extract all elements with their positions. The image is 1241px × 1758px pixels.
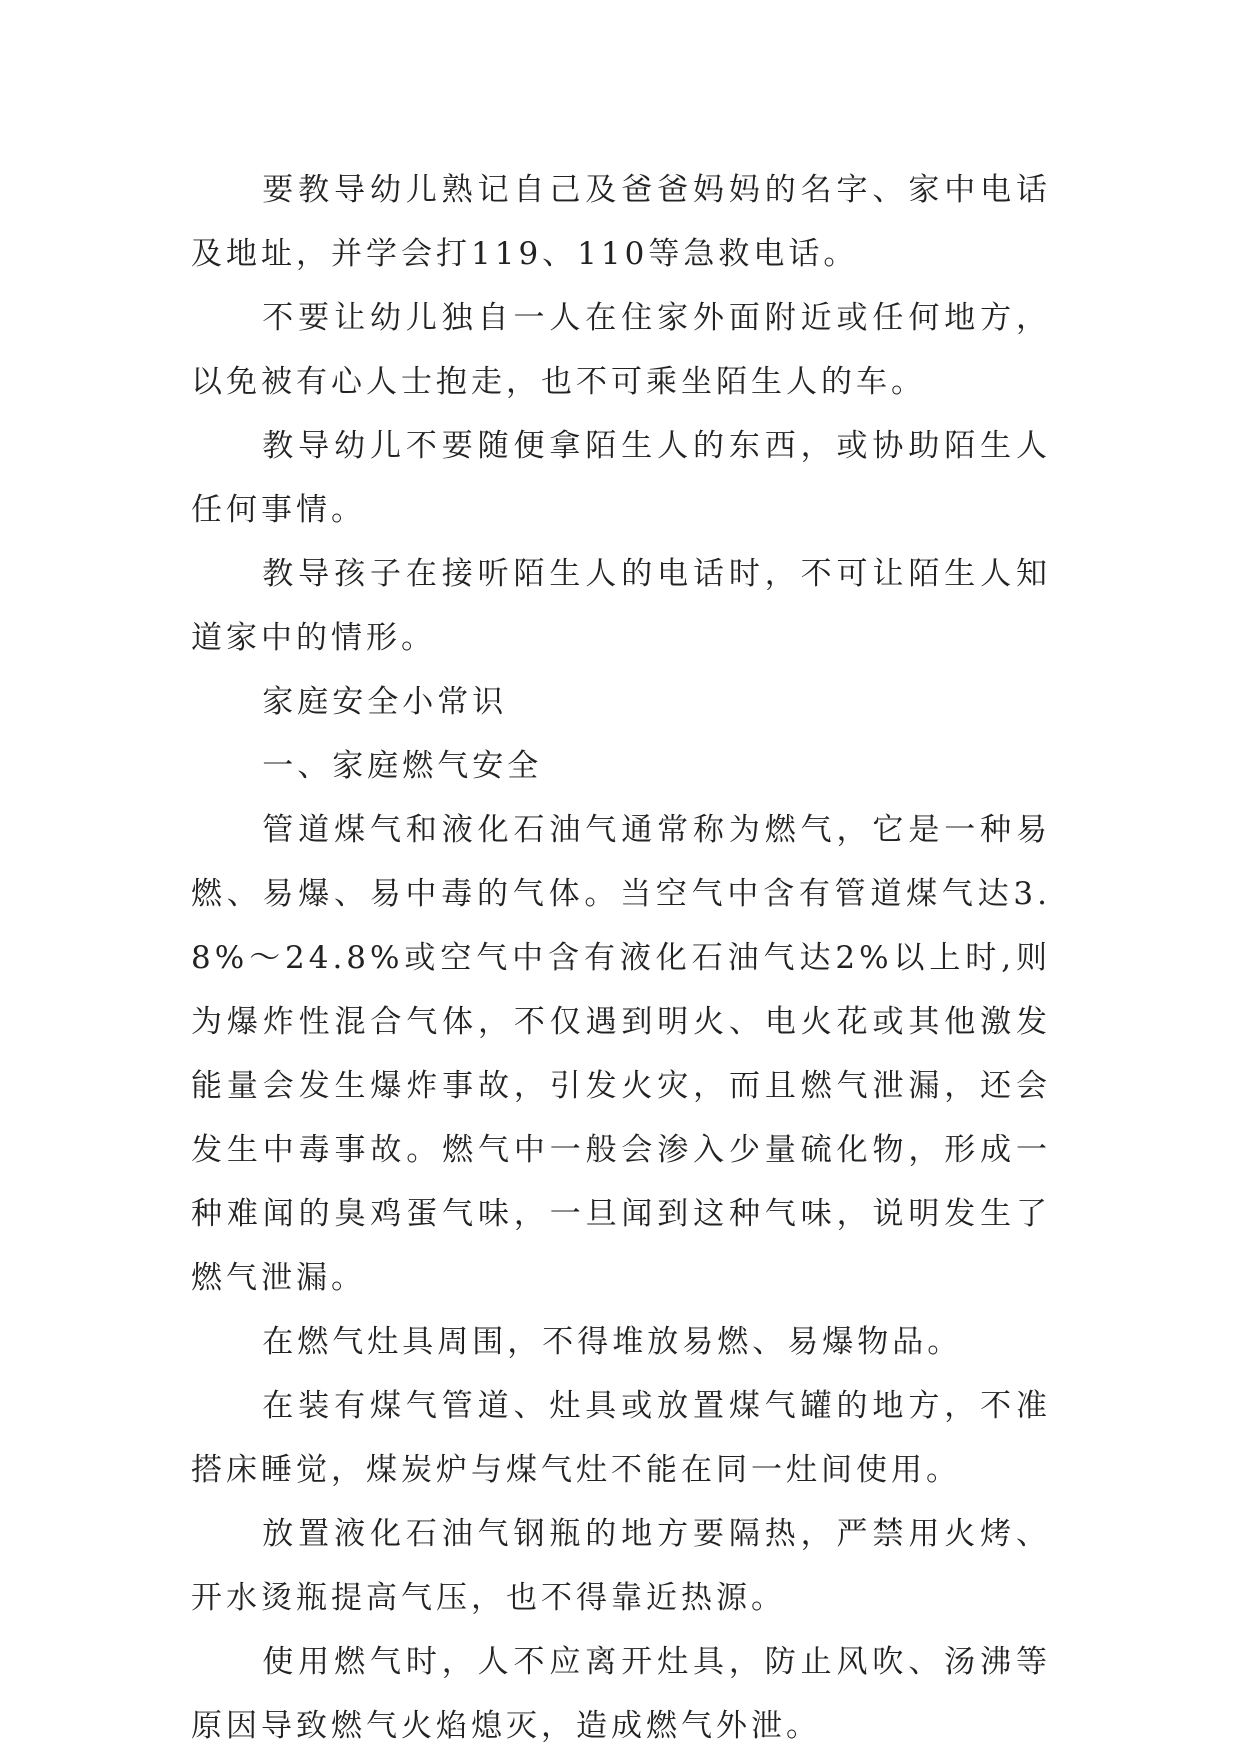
paragraph-phone-calls: 教导孩子在接听陌生人的电话时，不可让陌生人知道家中的情形。 [191, 556, 1051, 656]
paragraph-no-sleeping: 在装有煤气管道、灶具或放置煤气罐的地方，不准搭床睡觉，煤炭炉与煤气灶不能在同一灶间使用。 [191, 1388, 1051, 1488]
paragraph-no-flammables: 在燃气灶具周围，不得堆放易燃、易爆物品。 [262, 1324, 963, 1360]
paragraph-not-alone: 不要让幼儿独自一人在住家外面附近或任何地方，以免被有心人士抱走，也不可乘坐陌生人的车。 [191, 300, 1051, 400]
document-body [191, 158, 1051, 1758]
paragraph-gas-description: 管道煤气和液化石油气通常称为燃气，它是一种易燃、易爆、易中毒的气体。当空气中含有管道煤气达3.8%～24.8%或空气中含有液化石油气达2%以上时,则为爆炸性混合气体，不仅遇到明火、电火花或其他激发能量会发生爆炸事故，引发火灾，而且燃气泄漏，还会发生中毒事故。燃气中一般会渗入少量硫化物，形成一种难闻的臭鸡蛋气味，一旦闻到这种气味，说明发生了燃气泄漏。 [191, 812, 1051, 1296]
paragraph-strangers-items: 教导幼儿不要随便拿陌生人的东西，或协助陌生人任何事情。 [191, 428, 1051, 528]
section-heading-home-safety: 家庭安全小常识 [262, 684, 508, 720]
subsection-heading-gas-safety: 一、家庭燃气安全 [262, 748, 543, 784]
paragraph-attend-stove: 使用燃气时，人不应离开灶具，防止风吹、汤沸等原因导致燃气火焰熄灭，造成燃气外泄。 [191, 1644, 1051, 1744]
paragraph-emergency-info: 要教导幼儿熟记自己及爸爸妈妈的名字、家中电话及地址，并学会打119、110等急救电话。 [191, 172, 1051, 272]
paragraph-cylinder-storage: 放置液化石油气钢瓶的地方要隔热，严禁用火烤、开水烫瓶提高气压，也不得靠近热源。 [191, 1516, 1051, 1616]
